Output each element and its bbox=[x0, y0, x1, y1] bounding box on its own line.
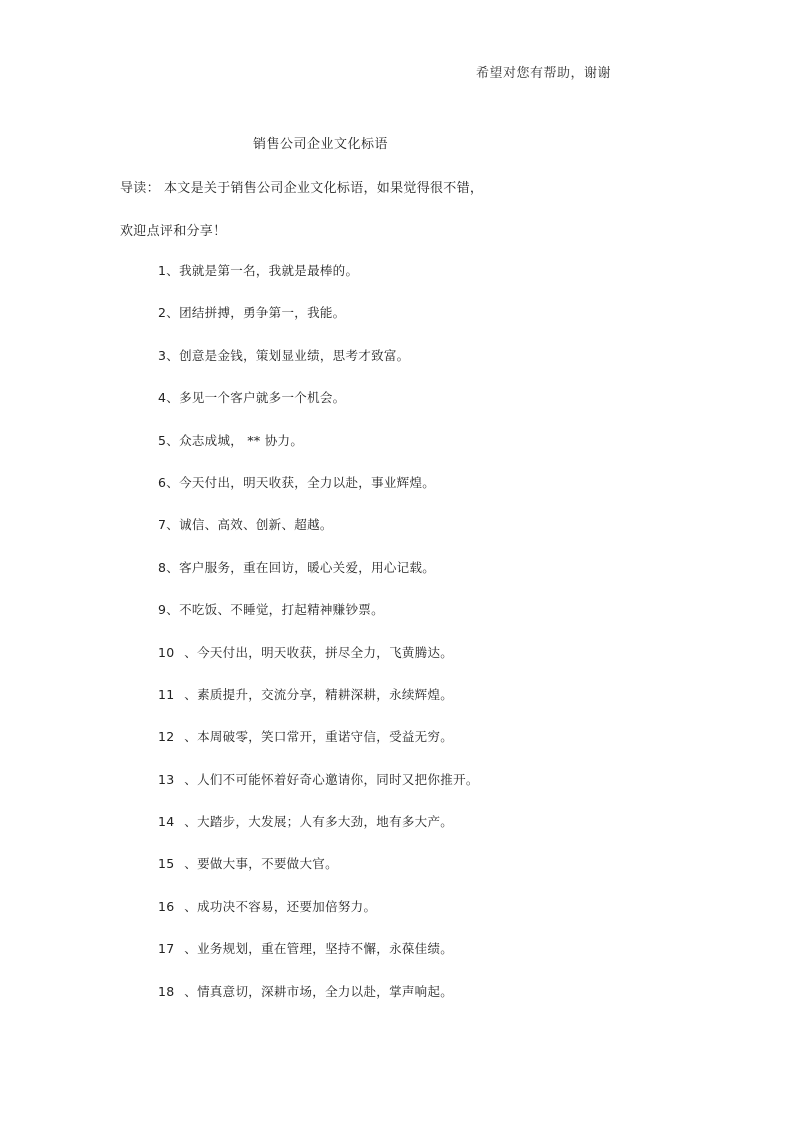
slogan-item bbox=[158, 770, 479, 812]
slogan-separator: 、 bbox=[180, 729, 198, 745]
slogan-text: 今天付出，明天收获，拼尽全力，飞黄腾达。 bbox=[197, 644, 454, 660]
slogan-text: 人们不可能怀着好奇心邀请你，同时又把你推开。 bbox=[197, 771, 479, 787]
slogan-separator: 、 bbox=[180, 898, 198, 914]
intro-line-2: 欢迎点评和分享！ bbox=[120, 224, 227, 239]
slogan-text: 业务规划，重在管理，坚持不懈，永葆佳绩。 bbox=[197, 941, 454, 957]
slogan-separator: 、 bbox=[166, 305, 180, 321]
slogan-text: 多见一个客户就多一个机会。 bbox=[179, 390, 346, 406]
slogan-item bbox=[158, 727, 479, 769]
slogan-number: 14 bbox=[158, 814, 175, 830]
slogan-item bbox=[158, 643, 479, 685]
slogan-number: 6 bbox=[158, 474, 167, 490]
header-note: 希望对您有帮助，谢谢 bbox=[476, 66, 612, 81]
slogan-text: 成功决不容易，还要加倍努力。 bbox=[197, 898, 377, 914]
intro-line-1 bbox=[120, 177, 483, 196]
slogan-separator: 、 bbox=[166, 347, 180, 363]
slogan-separator: 、 bbox=[166, 517, 180, 533]
slogan-text: 大踏步，大发展；人有多大劲，地有多大产。 bbox=[197, 814, 454, 830]
slogan-text: 我就是第一名，我就是最棒的。 bbox=[179, 263, 359, 278]
slogan-number: 15 bbox=[158, 856, 175, 872]
slogan-item bbox=[158, 303, 479, 345]
slogan-list bbox=[158, 261, 479, 1024]
slogan-number: 16 bbox=[158, 898, 175, 914]
slogan-number: 4 bbox=[158, 390, 167, 406]
slogan-text: 团结拼搏，勇争第一，我能。 bbox=[179, 305, 346, 321]
slogan-number: 9 bbox=[158, 602, 167, 618]
slogan-separator: 、 bbox=[180, 771, 198, 787]
slogan-number: 18 bbox=[158, 983, 175, 999]
intro-prefix: 导读： bbox=[120, 181, 160, 196]
intro-text-1: 本文是关于销售公司企业文化标语，如果觉得很不错， bbox=[164, 181, 484, 196]
slogan-number: 7 bbox=[158, 517, 167, 533]
slogan-item bbox=[158, 897, 479, 939]
slogan-separator: 、 bbox=[180, 856, 198, 872]
slogan-number: 11 bbox=[158, 686, 175, 702]
slogan-separator: 、 bbox=[166, 432, 180, 448]
slogan-item bbox=[158, 346, 479, 388]
slogan-text: 众志成城， ** 协力。 bbox=[179, 432, 304, 448]
slogan-number: 1 bbox=[158, 263, 167, 278]
slogan-text: 客户服务，重在回访，暖心关爱，用心记载。 bbox=[179, 559, 436, 575]
slogan-number: 8 bbox=[158, 559, 167, 575]
slogan-item bbox=[158, 388, 479, 430]
slogan-text: 本周破零，笑口常开，重诺守信，受益无穷。 bbox=[197, 729, 454, 745]
slogan-number: 5 bbox=[158, 432, 167, 448]
slogan-separator: 、 bbox=[180, 686, 198, 702]
slogan-separator: 、 bbox=[180, 983, 198, 999]
slogan-item bbox=[158, 261, 479, 303]
slogan-separator: 、 bbox=[166, 390, 180, 406]
slogan-item bbox=[158, 600, 479, 642]
slogan-number: 2 bbox=[158, 305, 167, 321]
slogan-item bbox=[158, 685, 479, 727]
slogan-number: 10 bbox=[158, 644, 175, 660]
slogan-item bbox=[158, 515, 479, 557]
slogan-number: 13 bbox=[158, 771, 175, 787]
slogan-number: 12 bbox=[158, 729, 175, 745]
slogan-item bbox=[158, 558, 479, 600]
slogan-item bbox=[158, 982, 479, 1024]
slogan-text: 不吃饭、不睡觉，打起精神赚钞票。 bbox=[179, 602, 384, 618]
slogan-text: 情真意切，深耕市场，全力以赴，掌声响起。 bbox=[197, 983, 454, 999]
slogan-number: 3 bbox=[158, 347, 167, 363]
slogan-text: 诚信、高效、创新、超越。 bbox=[179, 517, 333, 533]
slogan-number: 17 bbox=[158, 941, 175, 957]
slogan-item bbox=[158, 939, 479, 981]
slogan-separator: 、 bbox=[166, 602, 180, 618]
slogan-separator: 、 bbox=[166, 559, 180, 575]
slogan-item bbox=[158, 473, 479, 515]
slogan-separator: 、 bbox=[180, 644, 198, 660]
document-title: 销售公司企业文化标语 bbox=[253, 137, 389, 152]
slogan-separator: 、 bbox=[166, 263, 180, 278]
slogan-separator: 、 bbox=[166, 474, 180, 490]
slogan-text: 创意是金钱，策划显业绩，思考才致富。 bbox=[179, 347, 410, 363]
slogan-text: 今天付出，明天收获，全力以赴，事业辉煌。 bbox=[179, 474, 436, 490]
slogan-item bbox=[158, 854, 479, 896]
slogan-text: 要做大事，不要做大官。 bbox=[197, 856, 338, 872]
slogan-item bbox=[158, 431, 479, 473]
slogan-separator: 、 bbox=[180, 814, 198, 830]
slogan-separator: 、 bbox=[180, 941, 198, 957]
slogan-item bbox=[158, 812, 479, 854]
slogan-text: 素质提升，交流分享，精耕深耕，永续辉煌。 bbox=[197, 686, 454, 702]
